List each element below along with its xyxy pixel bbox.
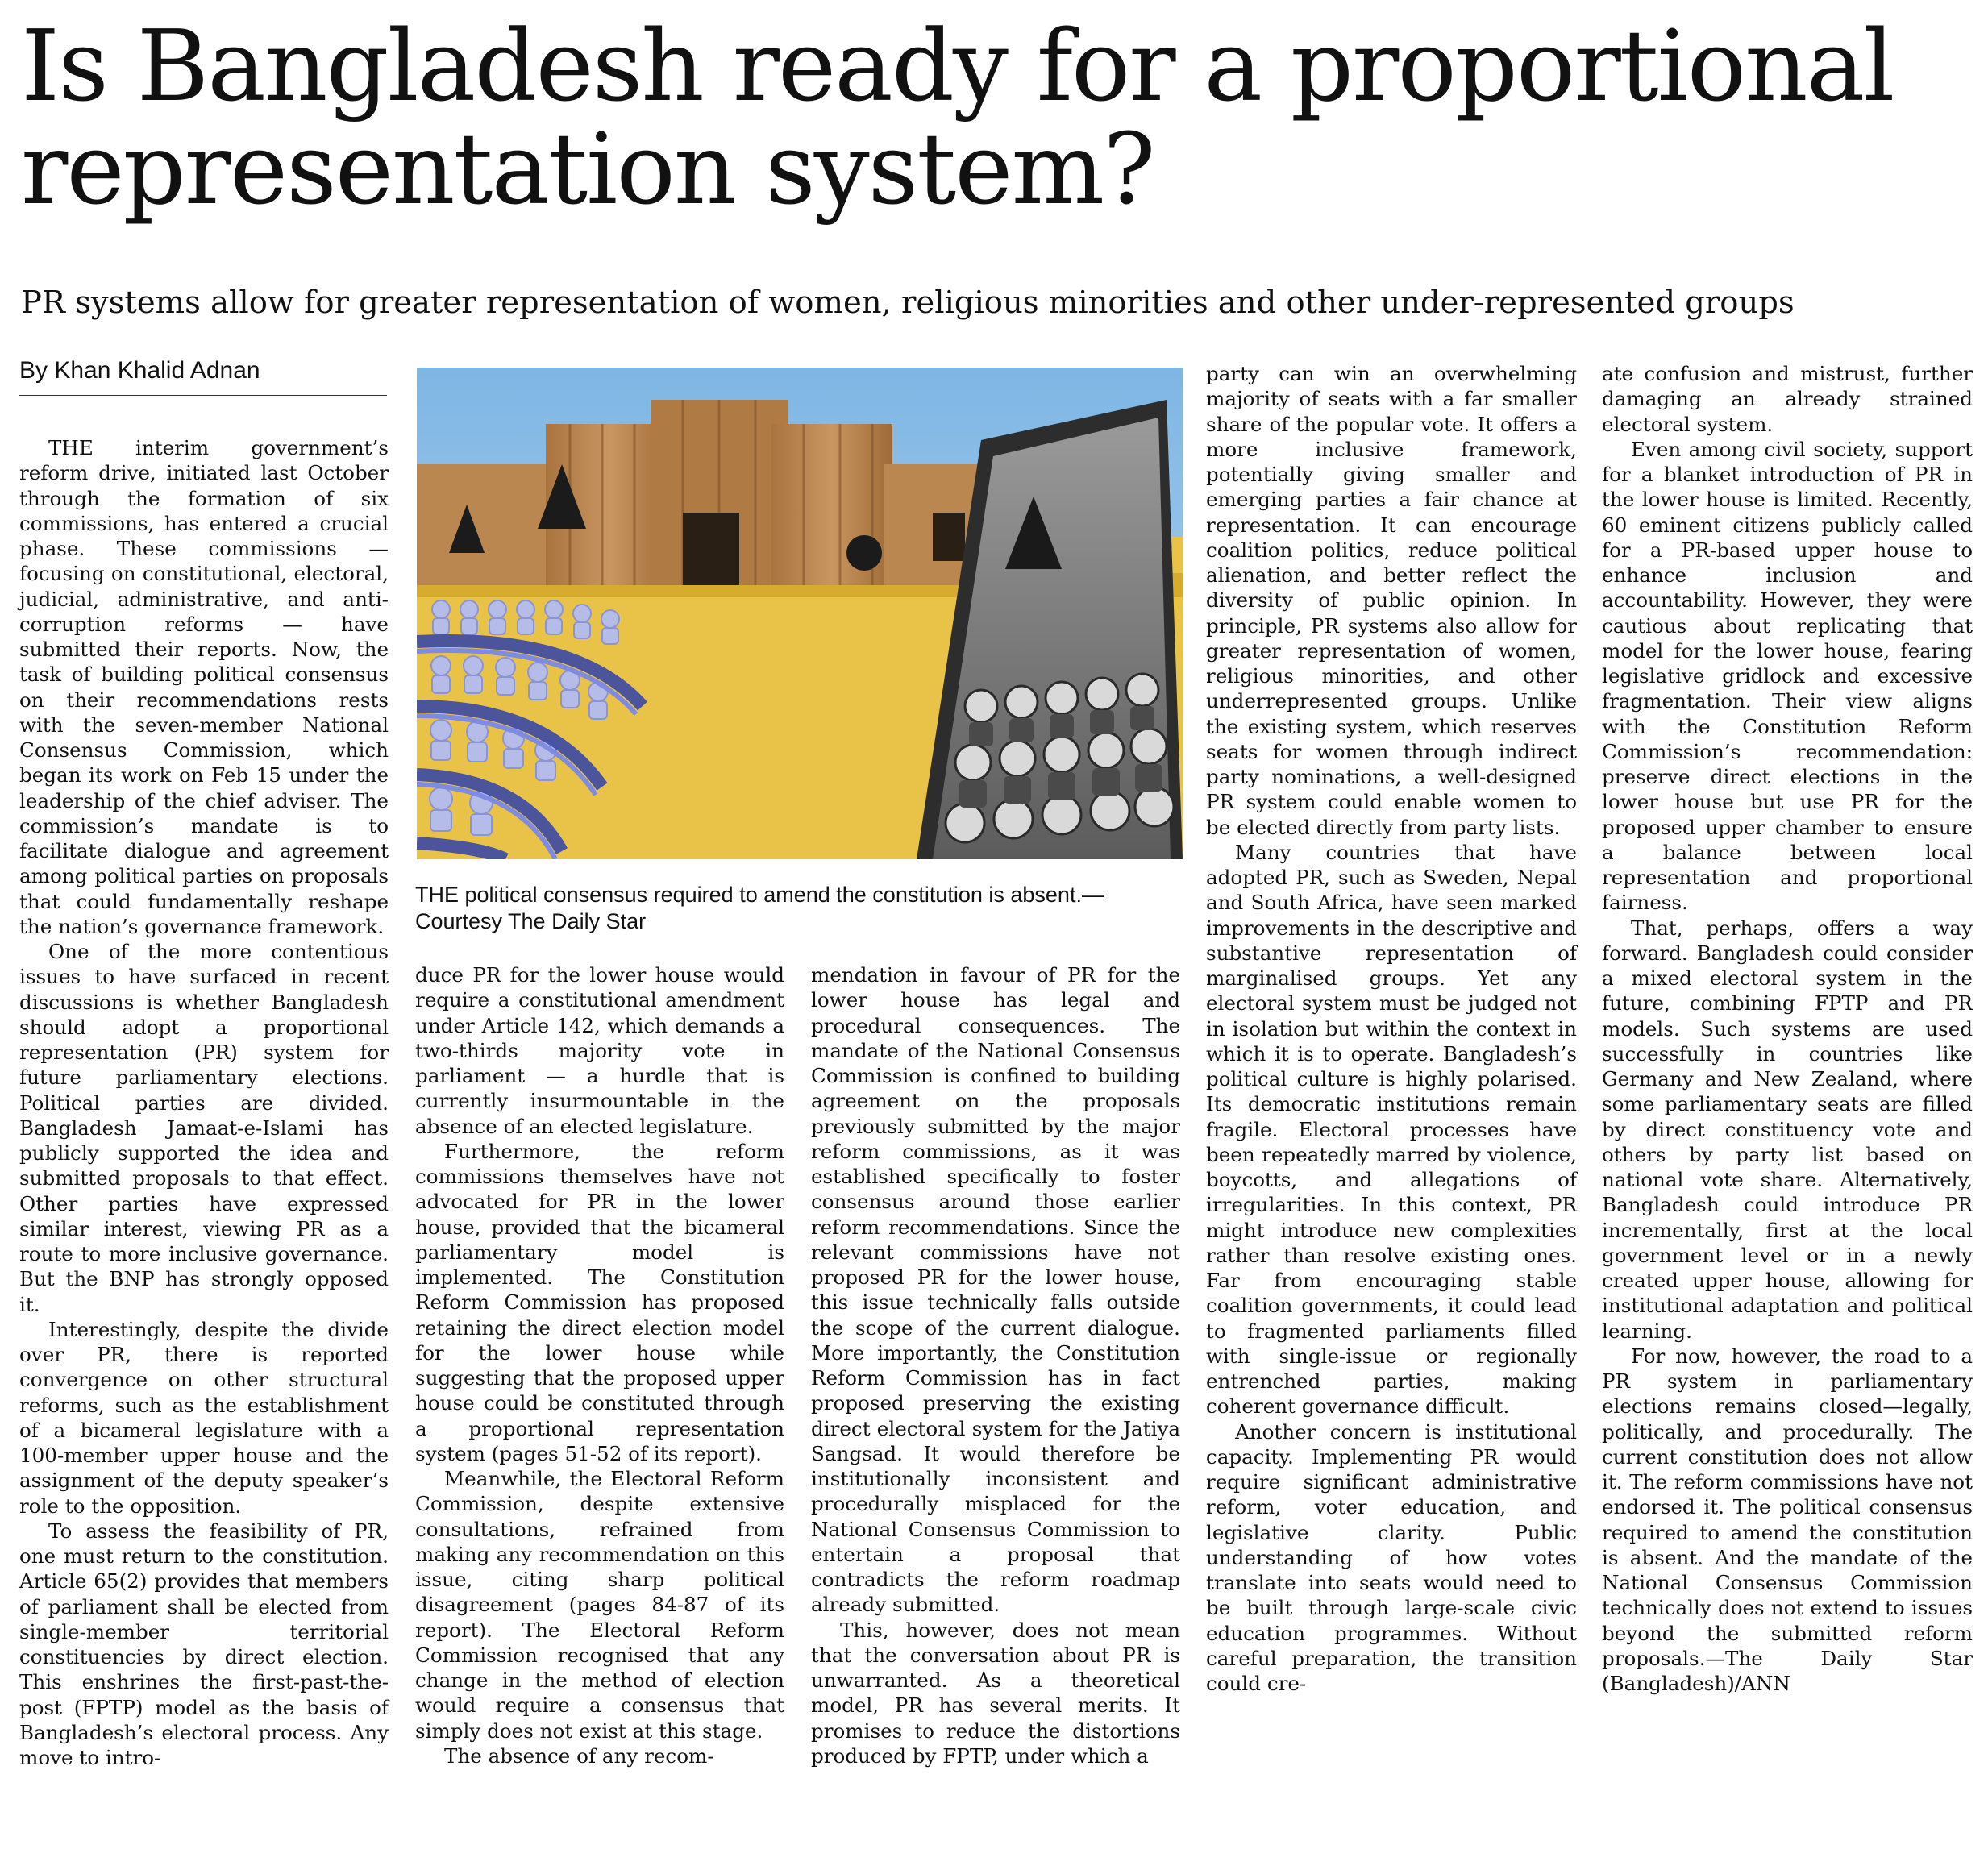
paragraph: That, perhaps, offers a way forward. Bangladesh could consider a mixed electoral system in the future, combining FPTP and PR models. Such systems are used successfully in countries like Germany and New Zealand, where some parliamentary seats are filled by direct constituency vote and others by party list based on national vote share. Alternatively, Bangladesh could introduce PR incrementally, first at the local government level or in a newly created upper house, allowing for institutional adaptation and political learning.	[1602, 916, 1973, 1343]
article-column-5	[1602, 361, 1973, 1696]
article-column-4	[1206, 361, 1577, 1696]
paragraph: The absence of any recom-	[444, 1743, 714, 1768]
paragraph: Another concern is institutional capacity. Implementing PR would require significant administrative reform, voter education, and legislative clarity. Public understanding of how votes translate into seats would need to be built through large-scale civic education programmes. Without careful preparation, the transition could cre-	[1206, 1419, 1577, 1695]
paragraph: To assess the feasibility of PR, one must return to the constitution. Article 65(2) provides that members of parliament shall be elected from single-member territorial constituencies by direct election. This enshrines the first-past-the-post (FPTP) model as the basis of Bangladesh’s electoral process. Any move to intro-	[19, 1519, 389, 1769]
paragraph: ate confusion and mistrust, further damaging an already strained electoral system.	[1602, 362, 1973, 436]
byline: By Khan Khalid Adnan	[19, 355, 387, 396]
article-column-3	[811, 962, 1180, 1768]
paragraph: party can win an overwhelming majority of seats with a far smaller share of the popular vote. It offers a more inclusive framework, potentially giving smaller and emerging parties a fair chance at representation. It can encourage coalition politics, reduce political alienation, and better reflect the diversity of public opinion. In principle, PR systems also allow for greater representation of women, religious minorities, and other underrepresented groups. Unlike the existing system, which reserves seats for women through indirect party nominations, a well-designed PR system could enable women to be elected directly from party lists.	[1206, 362, 1577, 839]
paragraph: Meanwhile, the Electoral Reform Commission, despite extensive consultations, refrained from making any recommendation on this issue, citing sharp political disagreement (pages 84-87 of its report). The Electoral Reform Commission recognised that any change in the method of election would require a consensus that simply does not exist at this stage.	[415, 1467, 784, 1743]
article-column-2	[415, 962, 784, 1768]
paragraph: duce PR for the lower house would require a constitutional amendment under Article 142, which demands a two-thirds majority vote in parliament — a hurdle that is currently insurmountable in the absence of an elected legislature.	[415, 963, 784, 1138]
paragraph: Interestingly, despite the divide over PR, there is reported convergence on other structural reforms, such as the establishment of a bicameral legislature with a 100-member upper house and the assignment of the deputy speaker’s role to the opposition.	[19, 1317, 389, 1518]
paragraph: For now, however, the road to a PR system in parliamentary elections remains closed—legally, politically, and procedurally. The current constitution does not allow it. The reform commissions have not endorsed it. The political consensus required to amend the constitution is absent. And the mandate of the National Consensus Commission technically does not extend to issues beyond the submitted reform proposals.—The Daily Star (Bangladesh)/ANN	[1602, 1344, 1973, 1695]
paragraph: Even among civil society, support for a blanket introduction of PR in the lower house is limited. Recently, 60 eminent citizens publicly called for a PR-based upper house to enhance inclusion and accountability. However, they were cautious about replicating that model for the lower house, fearing legislative gridlock and excessive fragmentation. Their view aligns with the Constitution Reform Commission’s recommendation: preserve direct elections in the lower house but use PR for the proposed upper chamber to ensure a balance between local representation and proportional fairness.	[1602, 437, 1973, 915]
image-caption: THE political consensus required to amend the constitution is absent.—Courtesy The Daily Star	[415, 883, 1104, 933]
paragraph: Furthermore, the reform commissions themselves have not advocated for PR in the lower house, provided that the bicameral parliamentary model is implemented. The Constitution Reform Commission has proposed retaining the direct election model for the lower house while suggesting that the proposed upper house could be constituted through a proportional representation system (pages 51-52 of its report).	[415, 1139, 784, 1465]
article-column-1	[19, 435, 389, 1770]
illustration-parliament	[417, 368, 1183, 859]
paragraph: mendation in favour of PR for the lower house has legal and procedural consequences. The mandate of the National Consensus Commission is confined to building agreement on the proposals previously submitted by the major reform commissions, as it was established specifically to foster consensus around those earlier reform recommendations. Since the relevant commissions have not proposed PR for the lower house, this issue technically falls outside the scope of the current dialogue. More importantly, the Constitution Reform Commission has in fact proposed preserving the existing direct electoral system for the Jatiya Sangsad. It would therefore be institutionally inconsistent and procedurally misplaced for the National Consensus Commission to entertain a proposal that contradicts the reform roadmap already submitted.	[811, 963, 1180, 1617]
paragraph: One of the more contentious issues to have surfaced in recent discussions is whether Bangladesh should adopt a proportional representation (PR) system for future parliamentary elections. Political parties are divided. Bangladesh Jamaat-e-Islami has publicly supported the idea and submitted proposals to that effect. Other parties have expressed similar interest, viewing PR as a route to more inclusive governance. But the BNP has strongly opposed it.	[19, 940, 389, 1316]
subheadline: PR systems allow for greater representation of women, religious minorities and other under-represented groups	[21, 285, 1795, 321]
paragraph: THE interim government’s reform drive, initiated last October through the formation of six commissions, has entered a crucial phase. These commissions — focusing on constitutional, electoral, judicial, administrative, and anti-corruption reforms — have submitted their reports. Now, the task of building political consensus on their recommendations rests with the seven-member National Consensus Commission, which began its work on Feb 15 under the leadership of the chief adviser. The commission’s mandate is to facilitate dialogue and agreement among political parties on proposals that could fundamentally reshape the nation’s governance framework.	[19, 436, 389, 938]
paragraph: Many countries that have adopted PR, such as Sweden, Nepal and South Africa, have seen marked improvements in the descriptive and substantive representation of marginalised groups. Yet any electoral system must be judged not in isolation but within the context in which it is to operate. Bangladesh’s political culture is highly polarised. Its democratic institutions remain fragile. Electoral processes have been repeatedly marred by violence, boycotts, and allegations of irregularities. In this context, PR might introduce new complexities rather than resolve existing ones. Far from encouraging stable coalition governments, it could lead to fragmented parliaments filled with single-issue or regionally entrenched parties, making coherent governance difficult.	[1206, 840, 1577, 1419]
headline: Is Bangladesh ready for a proportional representation system?	[21, 9, 1894, 226]
paragraph: This, however, does not mean that the conversation about PR is unwarranted. As a theoretical model, PR has several merits. It promises to reduce the distortions produced by FPTP, under which a	[811, 1618, 1180, 1768]
